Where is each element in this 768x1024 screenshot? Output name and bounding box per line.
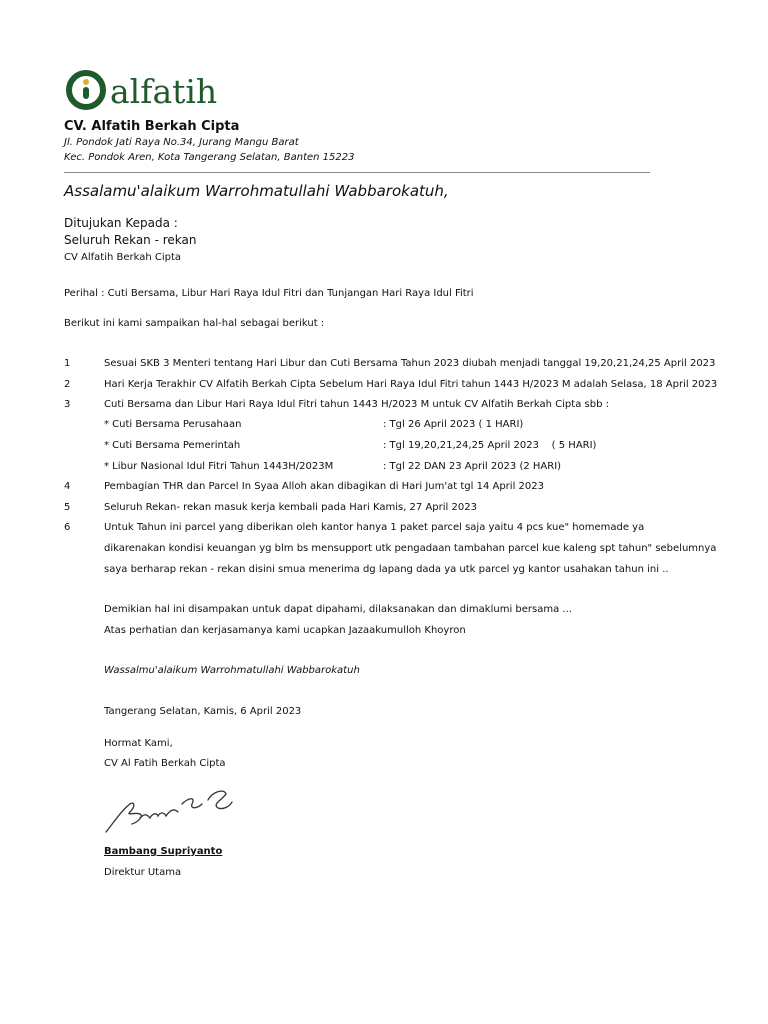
company-address-line1: Jl. Pondok Jati Raya No.34, Jurang Mangu Barat (64, 137, 299, 148)
recipient-line1: Ditujukan Kepada : (64, 216, 178, 230)
signatory-name: Bambang Supriyanto (104, 846, 223, 857)
item-text-continued: saya berharap rekan - rekan disini smua menerima dg lapang dada ya utk parcel yg kantor usahakan tahun ini .. (104, 564, 669, 575)
place-date: Tangerang Selatan, Kamis, 6 April 2023 (104, 706, 302, 717)
item-text: Pembagian THR dan Parcel In Syaa Alloh akan dibagikan di Hari Jum'at tgl 14 April 2023 (104, 481, 544, 492)
header-divider (64, 172, 650, 173)
item-text: Untuk Tahun ini parcel yang diberikan oleh kantor hanya 1 paket parcel saja yaitu 4 pcs kue" homemade ya (104, 522, 645, 533)
recipient-line2: Seluruh Rekan - rekan (64, 233, 197, 247)
item-number: 1 (64, 358, 71, 369)
intro-line: Berikut ini kami sampaikan hal-hal sebagai berikut : (64, 318, 325, 329)
subitem-value: : Tgl 22 DAN 23 April 2023 (2 HARI) (383, 461, 562, 472)
item-text: Sesuai SKB 3 Menteri tentang Hari Libur dan Cuti Bersama Tahun 2023 diubah menjadi tanggal 19,20,21,24,25 April 2023 (104, 358, 716, 369)
item-text: Seluruh Rekan- rekan masuk kerja kembali pada Hari Kamis, 27 April 2023 (104, 502, 477, 513)
logo-mark-icon (66, 64, 226, 116)
signatory-title: Direktur Utama (104, 867, 182, 878)
subitem-label: * Cuti Bersama Perusahaan (104, 419, 242, 430)
company-address-line2: Kec. Pondok Aren, Kota Tangerang Selatan, Banten 15223 (64, 152, 355, 163)
subitem-label: * Libur Nasional Idul Fitri Tahun 1443H/2023M (104, 461, 334, 472)
closing-line2: Atas perhatian dan kerjasamanya kami ucapkan Jazaakumulloh Khoyron (104, 625, 466, 636)
company-name: CV. Alfatih Berkah Cipta (64, 119, 240, 134)
subitem-value: : Tgl 19,20,21,24,25 April 2023 ( 5 HARI) (383, 440, 597, 451)
subitem-value: : Tgl 26 April 2023 ( 1 HARI) (383, 419, 524, 430)
closing-salam: Wassalmu'alaikum Warrohmatullahi Wabbarokatuh (104, 665, 360, 676)
subitem-label: * Cuti Bersama Pemerintah (104, 440, 241, 451)
logo-wordmark: alfatih (110, 72, 218, 111)
handwritten-signature (100, 782, 240, 838)
item-number: 6 (64, 522, 71, 533)
item-number: 2 (64, 379, 71, 390)
item-text: Hari Kerja Terakhir CV Alfatih Berkah Cipta Sebelum Hari Raya Idul Fitri tahun 1443 H/2023 M adalah Selasa, 18 April 2023 (104, 379, 718, 390)
item-text-continued: dikarenakan kondisi keuangan yg blm bs mensupport utk pengadaan tambahan parcel kue kaleng spt tahun" sebelumnya (104, 543, 717, 554)
item-text: Cuti Bersama dan Libur Hari Raya Idul Fitri tahun 1443 H/2023 M untuk CV Alfatih Berkah Cipta sbb : (104, 399, 609, 410)
item-number: 4 (64, 481, 71, 492)
organization-line: CV Al Fatih Berkah Cipta (104, 758, 226, 769)
closing-line1: Demikian hal ini disampakan untuk dapat dipahami, dilaksanakan dan dimaklumi bersama ... (104, 604, 572, 615)
company-logo (66, 64, 226, 116)
subject-line: Perihal : Cuti Bersama, Libur Hari Raya Idul Fitri dan Tunjangan Hari Raya Idul Fitri (64, 288, 474, 299)
greeting: Assalamu'alaikum Warrohmatullahi Wabbarokatuh, (64, 182, 449, 200)
item-number: 3 (64, 399, 71, 410)
regards-line: Hormat Kami, (104, 738, 173, 749)
item-number: 5 (64, 502, 71, 513)
recipient-line3: CV Alfatih Berkah Cipta (64, 252, 182, 263)
